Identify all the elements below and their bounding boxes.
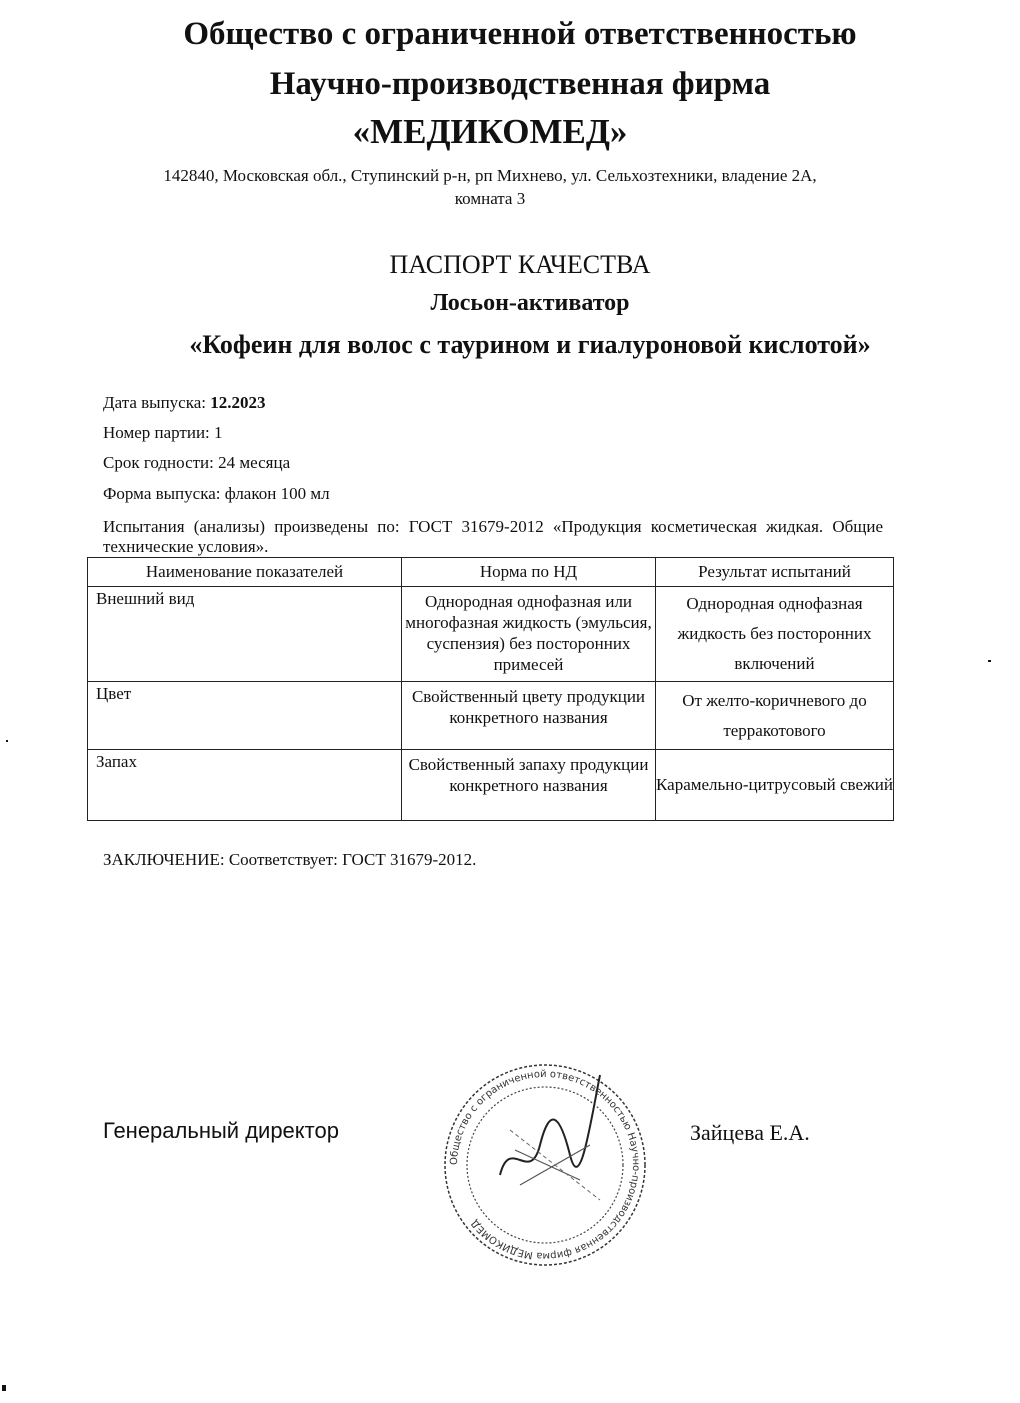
indicator-norm: Однородная однофазная или многофазная жидкость (эмульсия, суспензия) без посторонних примесей [402, 587, 656, 682]
product-name: «Кофеин для волос с таурином и гиалуроновой кислотой» [189, 330, 871, 359]
batch-value: 1 [214, 423, 223, 442]
indicator-name: Запах [88, 750, 402, 821]
table-row [88, 750, 894, 821]
shelf-life-line [103, 453, 290, 473]
org-address-line2: комната 3 [454, 189, 526, 208]
indicator-name: Цвет [88, 682, 402, 750]
table-header-row [88, 558, 894, 587]
director-title: Генеральный директор [103, 1118, 339, 1143]
org-name-line2: Научно-производственная фирма [269, 66, 771, 102]
indicator-result: Однородная однофазная жидкость без посторонних включений [656, 587, 894, 682]
table-row [88, 682, 894, 750]
header-result: Результат испытаний [656, 558, 894, 587]
org-name-line1: Общество с ограниченной ответственностью [183, 16, 857, 52]
indicator-result: Карамельно-цитрусовый свежий [656, 750, 894, 821]
scan-speck [988, 660, 991, 662]
shelf-life-value: 24 месяца [218, 453, 291, 472]
form-line [103, 484, 330, 504]
quality-table [87, 557, 894, 821]
company-stamp-icon [440, 1055, 650, 1275]
director-name: Зайцева Е.А. [690, 1120, 810, 1145]
org-address-line1: 142840, Московская обл., Ступинский р-н, рп Михнево, ул. Сельхозтехники, владение 2А, [163, 166, 817, 185]
header-indicator-name: Наименование показателей [88, 558, 402, 587]
indicator-norm: Свойственный запаху продукции конкретного названия [402, 750, 656, 821]
scan-speck [6, 740, 8, 742]
release-date-label: Дата выпуска: [103, 393, 211, 412]
indicator-norm: Свойственный цвету продукции конкретного названия [402, 682, 656, 750]
form-value: флакон 100 мл [224, 484, 330, 503]
stamp-ring-text: Общество с ограниченной ответственностью Научно-производственная фирма МЕДИКОМЕД [448, 1068, 642, 1262]
release-date-value: 12.2023 [210, 393, 266, 412]
shelf-life-label: Срок годности: [103, 453, 219, 472]
release-date-line [103, 393, 266, 413]
batch-line [103, 423, 223, 443]
tests-standard-text: Испытания (анализы) произведены по: ГОСТ 31679-2012 «Продукция косметическая жидкая. Общие технические условия». [103, 517, 883, 556]
indicator-name: Внешний вид [88, 587, 402, 682]
header-norm: Норма по НД [402, 558, 656, 587]
passport-title: ПАСПОРТ КАЧЕСТВА [389, 250, 651, 279]
product-type: Лосьон-активатор [430, 290, 630, 316]
form-label: Форма выпуска: [103, 484, 225, 503]
org-brand-name: «МЕДИКОМЕД» [352, 112, 628, 151]
indicator-result: От желто-коричневого до терракотового [656, 682, 894, 750]
batch-label: Номер партии: [103, 423, 215, 442]
table-row [88, 587, 894, 682]
scan-speck [2, 1385, 6, 1391]
conclusion: ЗАКЛЮЧЕНИЕ: Соответствует: ГОСТ 31679-2012. [103, 850, 477, 869]
